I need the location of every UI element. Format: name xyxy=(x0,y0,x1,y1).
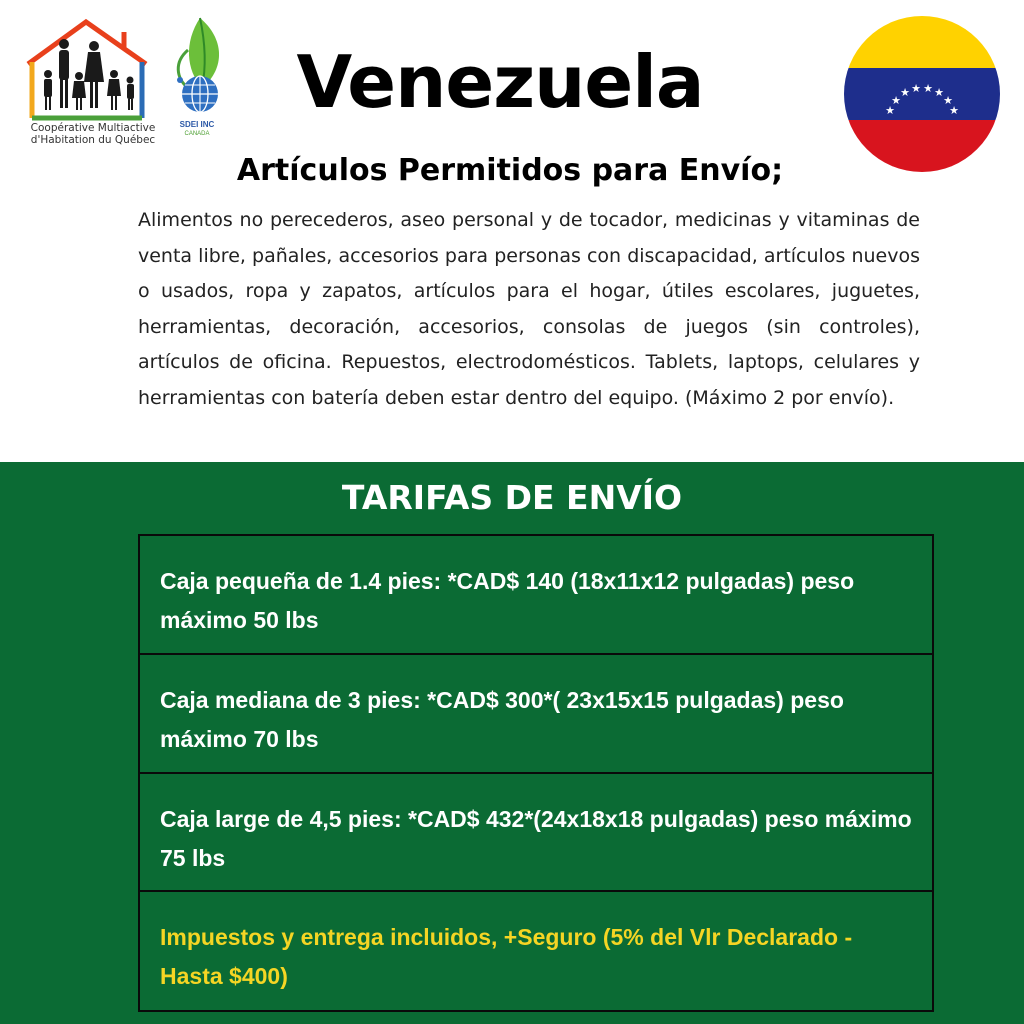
cooperative-logo-line2: d'Habitation du Québec xyxy=(30,134,156,146)
header-section xyxy=(0,0,1024,462)
svg-text:★: ★ xyxy=(943,94,953,107)
svg-text:★: ★ xyxy=(934,86,944,99)
rate-row-insurance-note: Impuestos y entrega incluidos, +Seguro (5% del Vlr Declarado - Hasta $400) xyxy=(160,924,853,989)
section-subtitle: Artículos Permitidos para Envío; xyxy=(236,153,784,188)
rates-table xyxy=(138,534,934,1012)
sdei-logo-name: SDEI INC xyxy=(179,120,215,129)
rate-row-large-box: Caja large de 4,5 pies: *CAD$ 432*(24x18x18 pulgadas) peso máximo 75 lbs xyxy=(140,774,932,892)
venezuela-flag-icon xyxy=(844,16,1000,172)
cooperative-logo xyxy=(18,16,168,148)
rates-section xyxy=(0,462,1024,1024)
svg-text:★: ★ xyxy=(900,86,910,99)
leaf-globe-icon xyxy=(166,10,236,122)
svg-text:★: ★ xyxy=(949,104,959,117)
cooperative-logo-line1: Coopérative Multiactive xyxy=(30,122,156,134)
rate-row-medium-box: Caja mediana de 3 pies: *CAD$ 300*( 23x15x15 pulgadas) peso máximo 70 lbs xyxy=(140,655,932,774)
svg-text:★: ★ xyxy=(911,82,921,95)
svg-text:★: ★ xyxy=(923,82,933,95)
rate-row-small-box: Caja pequeña de 1.4 pies: *CAD$ 140 (18x11x12 pulgadas) peso máximo 50 lbs xyxy=(140,536,932,655)
svg-text:★: ★ xyxy=(891,94,901,107)
page-title: Venezuela xyxy=(296,40,704,124)
house-family-icon xyxy=(18,16,168,126)
sdei-logo-sub: CANADA xyxy=(184,131,210,137)
svg-text:★: ★ xyxy=(885,104,895,117)
allowed-items-text: Alimentos no perecederos, aseo personal y de tocador, medicinas y vitaminas de venta libre, pañales, accesorios para personas con discapacidad, artículos nuevos o usados, ropa y zapatos, artículos para el hogar, útiles escolares, juguetes, herramientas, decoración, accesorios, consolas de juegos (sin controles), artículos de oficina. Repuestos, electrodomésticos. Tablets, laptops, celulares y herramientas con batería deben estar dentro del equipo. (Máximo 2 por envío). xyxy=(138,209,920,409)
rates-title: TARIFAS DE ENVÍO xyxy=(341,478,683,517)
sdei-logo xyxy=(166,10,236,144)
